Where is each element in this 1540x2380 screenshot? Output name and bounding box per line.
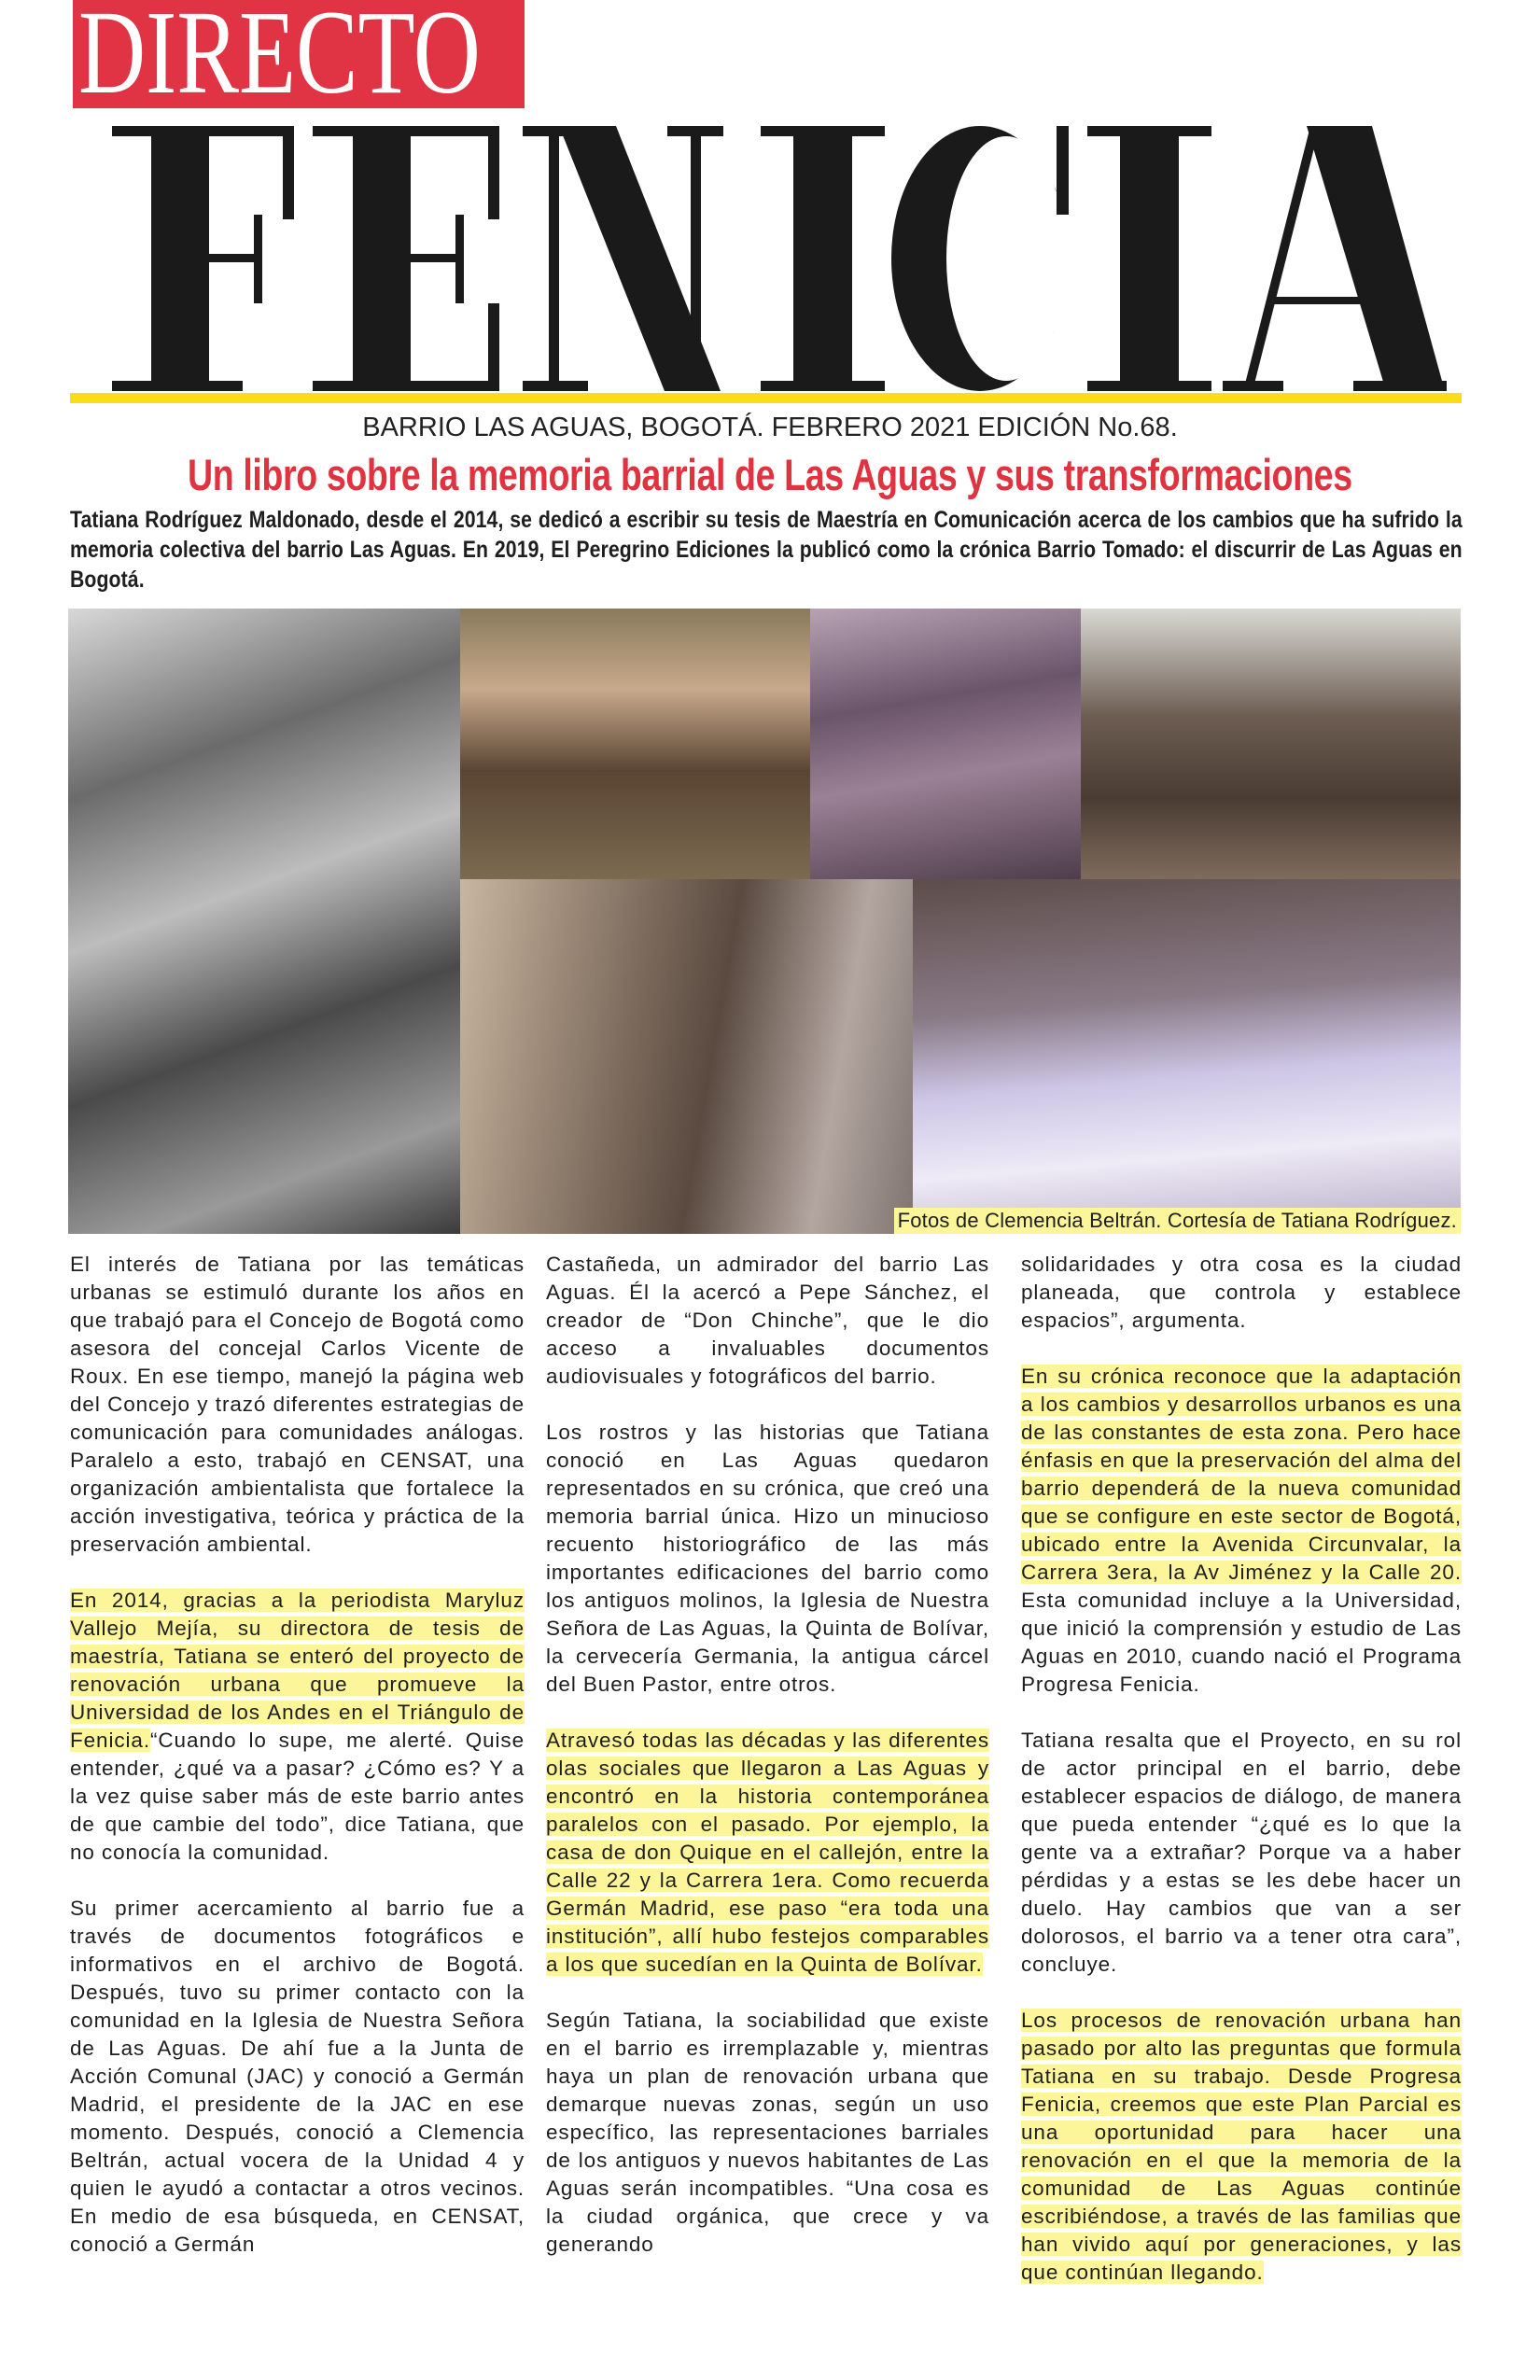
body-text: Según Tatiana, la sociabilidad que existe en el barrio es irremplazable y, mientras haya un plan de renovación urbana que demarque nuevas zonas, según un uso específico, las representaciones barriales de los antiguos y nuevos habitantes de Las Aguas serán incompatibles. “Una cosa es la ciudad orgánica, que crece y va generando: [546, 2009, 989, 2256]
body-text: “Cuando lo supe, me alerté. Quise entender, ¿qué va a pasar? ¿Cómo es? Y a la vez quise saber más de este barrio antes de que cambie del todo”, dice Tatiana, que no conocía la comunidad.: [70, 1729, 525, 1864]
logo-letter-f: [112, 126, 294, 391]
body-paragraph: [546, 1251, 989, 1391]
body-text: El interés de Tatiana por las temáticas urbanas se estimuló durante los años en que trabajó para el Concejo de Bogotá como asesora del concejal Carlos Vicente de Roux. En ese tiempo, manejó la página web del Concejo y trazó diferentes estrategias de comunicación para comunidades análogas. Paralelo a esto, trabajó en CENSAT, una organización ambientalista que fortalece la acción investigativa, teórica y práctica de la preservación ambiental.: [70, 1253, 525, 1556]
body-paragraph: [70, 1895, 525, 2259]
body-paragraph: [70, 1587, 525, 1867]
photo-collage: [68, 609, 1461, 1234]
photo-group-of-children: [810, 609, 1081, 879]
highlighted-text: En su crónica reconoce que la adaptación a los cambios y desarrollos urbanos es una de las constantes de esta zona. Pero hace énfasis en que la preservación del alma del barrio dependerá de la nueva comunidad que se configure en este sector de Bogotá, ubicado entre la Avenida Circunvalar, la Carrera 3era, la Av Jiménez y la Calle 20.: [1021, 1365, 1462, 1584]
logo-letter-i: [761, 126, 885, 391]
body-text: Los rostros y las historias que Tatiana conoció en Las Aguas quedaron representados en su crónica, que creó una memoria barrial única. Hizo un minucioso recuento historiográfico de las más importantes edificaciones del barrio como los antiguos molinos, la Iglesia de Nuestra Señora de Las Aguas, la Quinta de Bolívar, la cervecería Germania, la antigua cárcel del Buen Pastor, entre otros.: [546, 1421, 989, 1696]
logo-letter-a: [1223, 126, 1447, 391]
headline: Un libro sobre la memoria barrial de Las Aguas y sus transformaciones: [188, 450, 1352, 499]
masthead-rule: [70, 393, 1462, 403]
body-paragraph: [1021, 1727, 1462, 1979]
body-paragraph: [1021, 1363, 1462, 1699]
photo-children-on-stairs: [460, 609, 810, 879]
body-paragraph: [1021, 1251, 1462, 1335]
highlighted-text: En 2014, gracias a la periodista Maryluz Vallejo Mejía, su directora de tesis de maestría, Tatiana se enteró del proyecto de renovación urbana que promueve la Universidad de los Andes en el Triángulo de Fenicia.: [70, 1589, 525, 1752]
photo-laundry-lines: [1081, 609, 1461, 879]
body-text: solidaridades y otra cosa es la ciudad planeada, que controla y establece espacios”, argumenta.: [1021, 1253, 1462, 1332]
body-paragraph: [546, 1727, 989, 1979]
body-paragraph: [70, 1251, 525, 1559]
article-column-1: [70, 1251, 525, 2287]
photo-caption: Fotos de Clemencia Beltrán. Cortesía de Tatiana Rodríguez.: [894, 1208, 1461, 1234]
headline-container: [0, 450, 1540, 511]
logo-letter-n: [523, 126, 723, 391]
body-paragraph: [1021, 2007, 1462, 2287]
dateline: BARRIO LAS AGUAS, BOGOTÁ. FEBRERO 2021 EDICIÓN No.68.: [362, 413, 1178, 442]
highlighted-text: Atravesó todas las décadas y las diferentes olas sociales que llegaron a Las Aguas y encontró en la historia contemporánea paralelos con el pasado. Por ejemplo, la casa de don Quique en el callejón, entre la Calle 22 y la Carrera 1era. Como recuerda Germán Madrid, ese paso “era toda una institución”, allí hubo festejos comparables a los que sucedían en la Quinta de Bolívar.: [546, 1729, 989, 1976]
article-column-3: [1021, 1251, 1462, 2315]
section-kicker: DIRECTO: [78, 0, 481, 108]
body-text: Su primer acercamiento al barrio fue a través de documentos fotográficos e informativos en el archivo de Bogotá. Después, tuvo su primer contacto con la comunidad en la Iglesia de Nuestra Señora de Las Aguas. De ahí fue a la Junta de Acción Comunal (JAC) y conoció a Germán Madrid, el presidente de la JAC en ese momento. Después, conoció a Clemencia Beltrán, actual vocera de la Unidad 4 y quien le ayudó a contactar a otros vecinos. En medio de esa búsqueda, en CENSAT, conoció a Germán: [70, 1897, 525, 2256]
body-text: Castañeda, un admirador del barrio Las Aguas. Él la acercó a Pepe Sánchez, el creador de “Don Chinche”, que le dio acceso a invaluables documentos audiovisuales y fotográficos del barrio.: [546, 1253, 989, 1388]
photo-street-stairs-bw: [68, 609, 460, 1234]
body-paragraph: [546, 2007, 989, 2259]
photo-women-in-alley: [460, 879, 913, 1234]
photo-white-houses-street: [913, 879, 1461, 1234]
body-text: Tatiana resalta que el Proyecto, en su rol de actor principal en el barrio, debe establecer espacios de diálogo, de manera que pueda entender “¿qué es lo que la gente va a extrañar? Porque va a haber pérdidas y a estas se les debe hacer un duelo. Hay cambios que van a ser dolorosos, el barrio va a tener otra cara”, concluye.: [1021, 1729, 1462, 1976]
article-column-2: [546, 1251, 989, 2287]
body-paragraph: [546, 1419, 989, 1699]
logo-letter-i-2: [1087, 126, 1211, 391]
logo-letter-c: [891, 126, 1073, 391]
highlighted-text: Los procesos de renovación urbana han pasado por alto las preguntas que formula Tatiana en su trabajo. Desde Progresa Fenicia, creemos que este Plan Parcial es una oportunidad para hacer una renovación en el que la memoria de la comunidad de Las Aguas continúe escribiéndose, a través de las familias que han vivido aquí por generaciones, y las que continúan llegando.: [1021, 2009, 1462, 2284]
body-text: Esta comunidad incluye a la Universidad, que inició la comprensión y estudio de Las Aguas en 2010, cuando nació el Programa Progresa Fenicia.: [1021, 1589, 1462, 1696]
intro-paragraph: Tatiana Rodríguez Maldonado, desde el 2014, se dedicó a escribir su tesis de Maestría en Comunicación acerca de los cambios que ha sufrido la memoria colectiva del barrio Las Aguas. En 2019, El Peregrino Ediciones la publicó como la crónica Barrio Tomado: el discurrir de Las Aguas en Bogotá.: [70, 507, 1463, 593]
masthead-logo: [0, 0, 1540, 401]
logo-letter-e: [313, 126, 499, 391]
